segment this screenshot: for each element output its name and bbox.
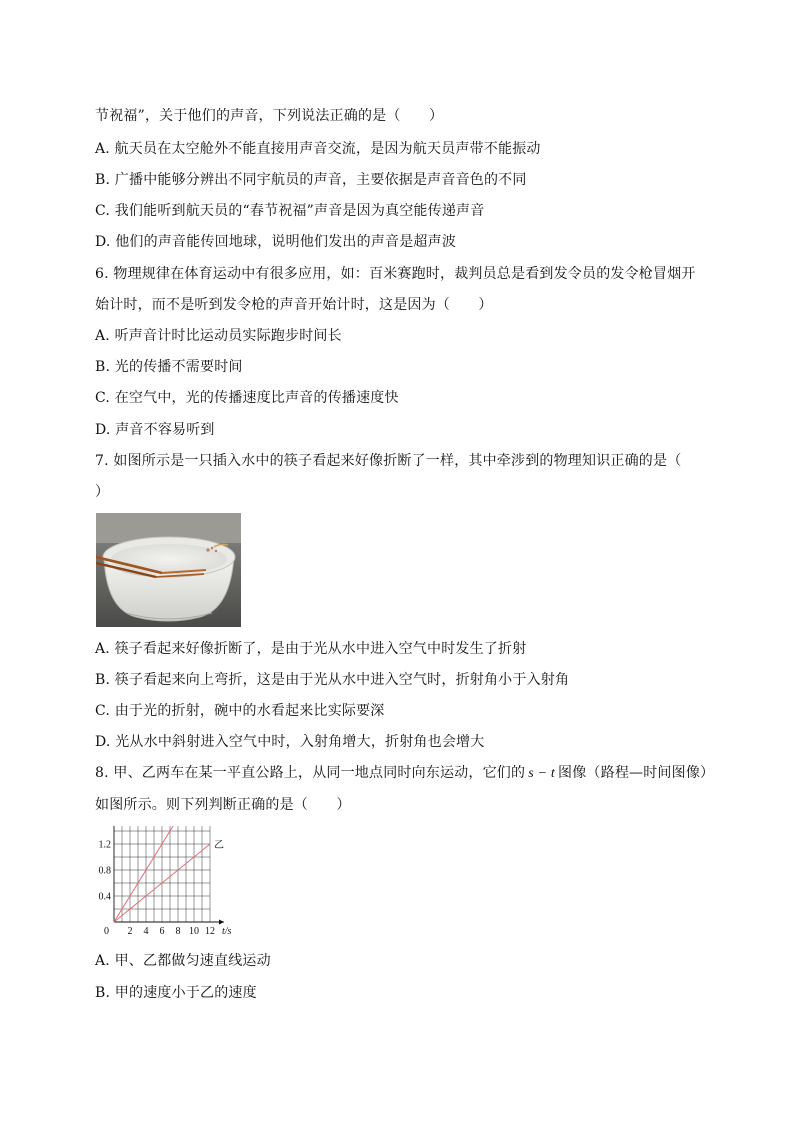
question-5-option-a: A. 航天员在太空舱外不能直接用声音交流，是因为航天员声带不能振动	[95, 141, 541, 157]
question-8-stem-line1	[95, 763, 714, 784]
question-8-option-a: A. 甲、乙都做匀速直线运动	[95, 953, 271, 969]
x-tick-label: 8	[175, 926, 181, 936]
question-8-option-b: B. 甲的速度小于乙的速度	[95, 985, 257, 1001]
y-tick-label: 0.8	[98, 865, 111, 877]
question-5-option-b: B. 广播中能够分辨出不同宇航员的声音，主要依据是声音音色的不同	[95, 172, 527, 188]
x-axis-label: t/s	[222, 926, 232, 936]
question-5-option-c: C. 我们能听到航天员的“春节祝福”声音是因为真空能传递声音	[95, 203, 485, 219]
question-6-option-c: C. 在空气中，光的传播速度比声音的传播速度快	[95, 390, 399, 406]
question-7-stem-line1: 7. 如图所示是一只插入水中的筷子看起来好像折断了一样，其中牵涉到的物理知识正确的是（	[95, 453, 682, 469]
question-7-option-b: B. 筷子看起来向上弯折，这是由于光从水中进入空气时，折射角小于入射角	[95, 672, 570, 688]
x-tick-label: 10	[189, 926, 199, 936]
question-6-option-d: D. 声音不容易听到	[95, 422, 215, 438]
question-7-option-d: D. 光从水中斜射进入空气中时，入射角增大，折射角也会增大	[95, 734, 485, 750]
chopstick-bowl-photo	[96, 513, 241, 627]
series-label-yi: 乙	[214, 840, 224, 851]
x-tick-label: 12	[205, 926, 215, 936]
question-6-option-a: A. 听声音计时比运动员实际跑步时间长	[95, 328, 342, 344]
x-tick-label: 2	[127, 926, 133, 936]
question-5-option-d: D. 他们的声音能传回地球，说明他们发出的声音是超声波	[95, 234, 457, 250]
question-7-option-a: A. 筷子看起来好像折断了，是由于光从水中进入空气中时发生了折射	[95, 641, 527, 657]
y-tick-label: 1.2	[98, 839, 111, 851]
x-axis-arrow	[219, 920, 224, 925]
question-7-stem-line2: ）	[95, 484, 110, 500]
x-tick-label: 6	[159, 926, 165, 936]
question-6-stem-line1: 6. 物理规律在体育运动中有很多应用，如：百米赛跑时，裁判员总是看到发令员的发令枪冒烟开	[95, 266, 696, 282]
question-6-option-b: B. 光的传播不需要时间	[95, 359, 243, 375]
question-8-stem-part-b: 图像（路程—时间图像）	[558, 765, 715, 781]
y-tick-label: 0.4	[98, 891, 111, 903]
x-tick-label: 0	[104, 926, 109, 936]
st-graph	[96, 826, 246, 936]
question-6-stem-line2: 始计时，而不是听到发令枪的声音开始计时，这是因为（ ）	[95, 297, 493, 313]
question-8-stem-part-a: 8. 甲、乙两车在某一平直公路上，从同一地点同时向东运动，它们的	[95, 765, 526, 781]
question-8-stem-line2: 如图所示。则下列判断正确的是（ ）	[95, 797, 351, 813]
x-tick-label: 4	[143, 926, 149, 936]
question-7-option-c: C. 由于光的折射，碗中的水看起来比实际要深	[95, 703, 385, 719]
question-5-stem: 节祝福”，关于他们的声音，下列说法正确的是（ ）	[95, 108, 444, 124]
st-formula: s − t	[528, 766, 556, 781]
